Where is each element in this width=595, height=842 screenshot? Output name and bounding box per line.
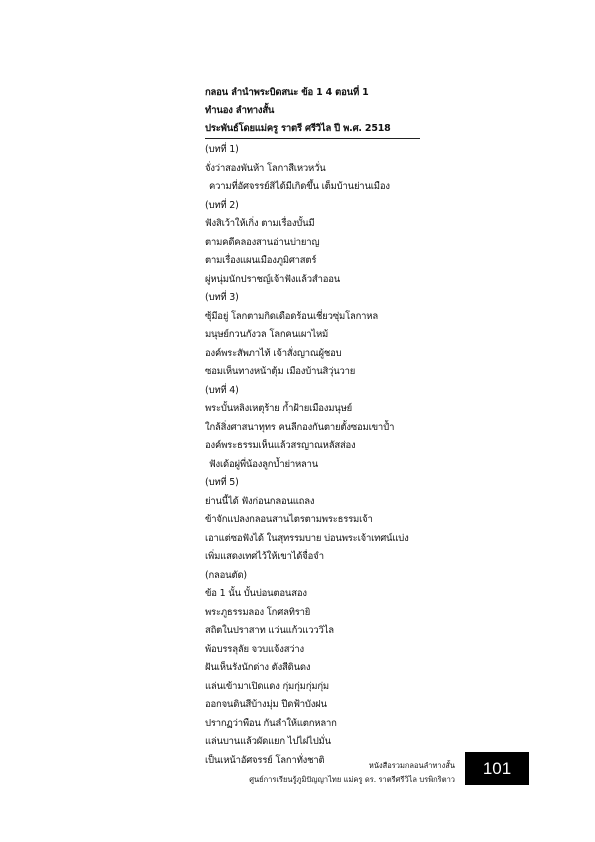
- poem-line: ผู่หนุ่มนักปราชญ์เจ้าฟังแล้วสำออน: [205, 273, 341, 285]
- poem-line: (บทที่ 2): [205, 199, 239, 211]
- poem-line: (กลอนตัด): [205, 569, 247, 581]
- poem-line: ฟังเด้อผู่พี่น้องลูกบ้ำย่าหลาน: [209, 458, 319, 470]
- poem-line: เพิ่มแสดงเทศไว้ให้เขาได้จื่อจำ: [205, 551, 324, 562]
- poem-line: องค์พระสัพภาไท้ เจ้าสั่งญาณผู้ชอบ: [205, 347, 342, 359]
- poem-line: แล่นบานแล้วผัดแยก ไปไฝไปมั่น: [205, 736, 331, 747]
- poem-line: (บทที่ 1): [205, 144, 239, 155]
- footer-publisher: ศูนย์การเรียนรู้ภูมิปัญญาไทย แม่ครู ดร. ราตรีศรีวิไล บรพิกริตาว: [249, 775, 455, 784]
- poem-line: ข้อ 1 นั้น บั้นบ่อนตอนสอง: [205, 588, 307, 599]
- poem-line: พระบั้นหลิงเหตุร้าย ก้ำฝ้ายเมืองมนุษย์: [205, 403, 353, 414]
- poem-melody: ทำนอง ลำทางสั้น: [205, 105, 275, 116]
- poem-line: จั่งว่าสองพันห้า โลกาสีเหวหวั่น: [205, 162, 326, 174]
- poem-line: ซุ้มีอยู่ โลกตามกิดเดือดร้อนเชี่ยวซุ่มโลกาหล: [205, 310, 378, 322]
- poem-line: องค์พระธรรมเห็นแล้วสรญาณหลัสส่อง: [205, 440, 356, 451]
- header-divider: [205, 138, 420, 139]
- poem-line: สถิตในปราสาท แว่นแก้วแวววิไล: [205, 625, 334, 636]
- poem-line: ตามคดีคลองสานอ่านบ่ายาญ: [205, 236, 320, 248]
- poem-line: ใกล้สิ่งศาสนาทุทร คนลีกองกันตายตั้งซอมเขาป้ำ: [205, 421, 395, 433]
- poem-line: (บทที่ 4): [205, 384, 239, 396]
- poem-line: มนุษย์กวนกังวล โลกคนเผาไหม้: [205, 329, 329, 340]
- poem-line: ตามเรื่องแผนเมืองภูมิศาสตร์: [205, 255, 317, 266]
- poem-line: ข้าจักแปลงกลอนสานไตรตามพระธรรมเจ้า: [205, 514, 373, 525]
- page-footer: [249, 759, 455, 787]
- poem-line: ย่านนี้ได้ ฟังก่อนกลอนแถลง: [205, 495, 315, 507]
- poem-line: แล่นเข้ามาเปิดแดง กุ่มกุ่มกุ่มกุ่ม: [205, 680, 329, 692]
- poem-line: ซอมเห็นทางหน้าตุ้ม เมืองบ้านสิวุ่นวาย: [205, 366, 356, 377]
- poem-line: เป็นเหน้าอัศจรรย์ โลกาทั่งชาติ: [205, 754, 325, 766]
- poem-line: พระภูธรรมลอง โกศลทิรายิ: [205, 606, 311, 618]
- poem-body: [205, 141, 445, 770]
- poem-line: ปรากฏว่าพือน กันลำให้แตกหลาก: [205, 717, 337, 729]
- poem-author: ประพันธ์โดยแม่ครู ราตรี ศรีวิไล ปี พ.ศ. 2518: [205, 123, 391, 134]
- poem-line: พ้อบรรลุลัย จวบแจ้งสว่าง: [205, 643, 304, 655]
- poem-header: [205, 84, 420, 138]
- footer-book-title: หนังสือรวมกลอนลำทางสั้น: [368, 761, 455, 770]
- poem-line: ความที่อัศจรรย์สิได้มีเกิดขึ้น เต็มบ้านย่านเมือง: [209, 181, 390, 192]
- poem-line: (บทที่ 3): [205, 292, 239, 303]
- page-number: 101: [465, 752, 529, 785]
- poem-line: ฟังสิเว้าให้เกิ่ง ตามเรื่องบั้นมี: [205, 218, 315, 229]
- poem-line: (บทที่ 5): [205, 477, 239, 488]
- poem-line: เอาแต่ซอฟังได้ ในสุทรรมบาย บ่อนพระเจ้าเทศน์แบ่ง: [205, 532, 409, 544]
- poem-title: กลอน ลำนำพระบิดสนะ ข้อ 1 4 ตอนที่ 1: [205, 87, 369, 98]
- poem-line: ออกจนดินสีบ้างมุ่ม ปีดฟ้าบังฝน: [205, 699, 327, 710]
- poem-line: ฝันเห็นรังนักด่าง ตังสีดินดง: [205, 662, 311, 673]
